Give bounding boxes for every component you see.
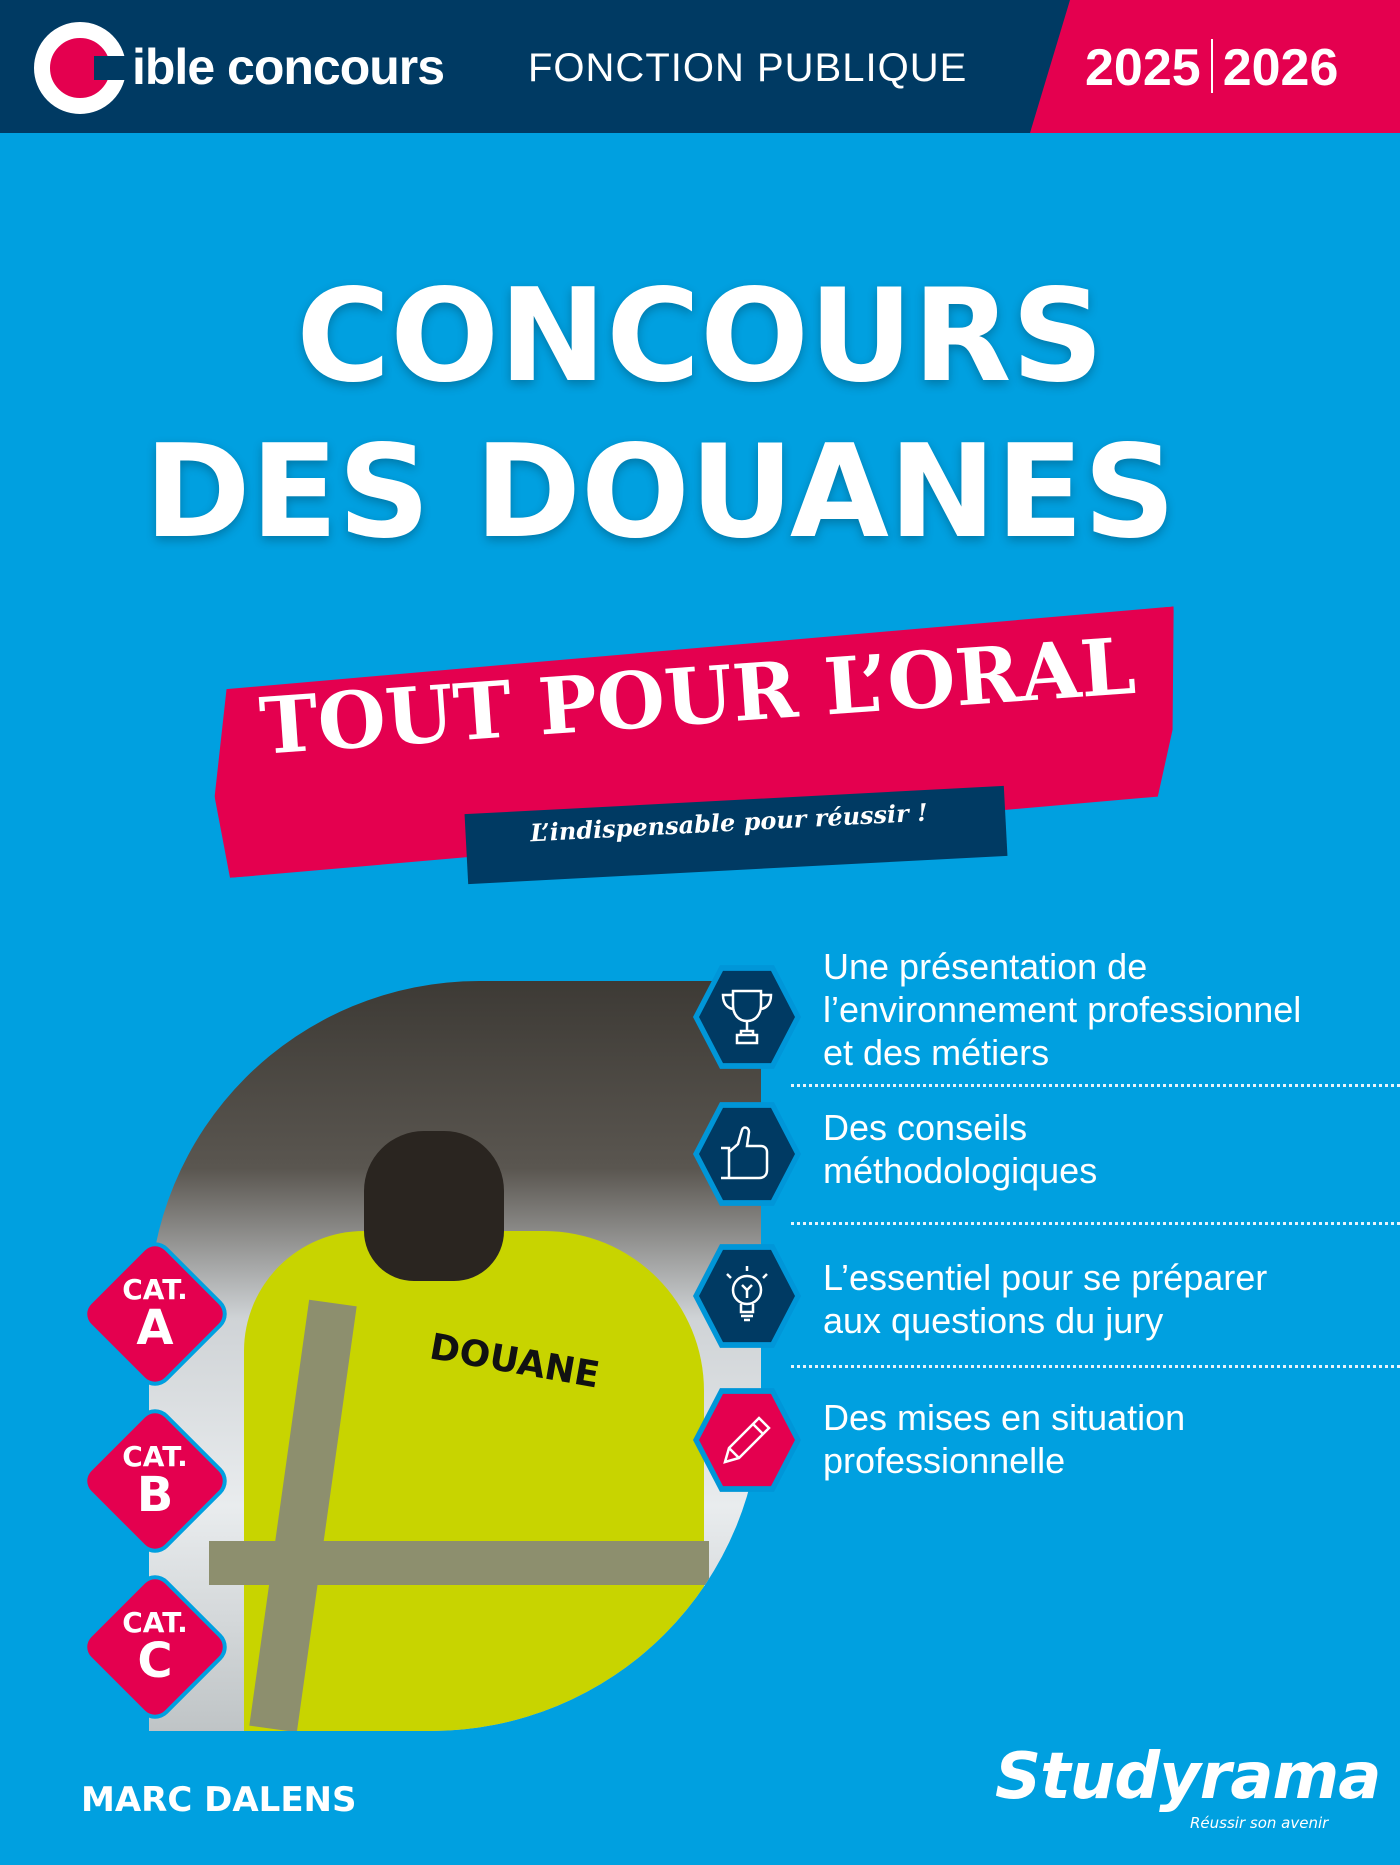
jacket-text: DOUANE [426,1326,603,1397]
brand-name: ible concours [132,39,445,95]
year-separator [1211,39,1213,93]
title-line-2: DES DOUANES [144,418,1176,567]
feature-text: l’environnement professionnel [823,989,1302,1030]
head [364,1131,504,1281]
banner-subline: L’indispensable pour réussir ! [529,797,929,848]
feature-item [823,945,1400,1074]
divider [791,1365,1400,1368]
feature-item [823,1256,1400,1342]
feature-text: Des conseils [823,1107,1028,1148]
author-name: MARC DALENS [81,1780,357,1820]
publisher-tagline: Réussir son avenir [1190,1814,1329,1832]
divider [791,1084,1400,1087]
year-start: 2025 [1085,39,1201,97]
category-letter: A [136,1300,174,1356]
series-name: FONCTION PUBLIQUE [528,46,968,90]
category-letter: C [137,1633,173,1689]
divider [791,1222,1400,1225]
feature-text: et des métiers [823,1032,1050,1073]
category-label: CAT. [122,1606,188,1639]
cible-logo-icon [34,22,126,114]
customs-officer-photo [149,981,761,1731]
feature-text: L’essentiel pour se préparer [823,1257,1268,1298]
feature-text: aux questions du jury [823,1300,1164,1341]
title-line-1: CONCOURS [296,262,1104,411]
banner-headline: TOUT POUR L’ORAL [256,620,1139,773]
publisher-logo: Studyrama [995,1740,1381,1814]
category-label: CAT. [122,1273,188,1306]
feature-item [823,1106,1400,1192]
feature-text: Une présentation de [823,946,1148,987]
year-end: 2026 [1222,39,1339,97]
category-label: CAT. [122,1440,188,1473]
edition-years [1085,38,1338,98]
category-badge-c [81,1573,229,1721]
feature-text: Des mises en situation [823,1397,1186,1438]
category-badge-b [81,1407,229,1555]
feature-text: méthodologiques [823,1150,1098,1191]
reflective-stripe [209,1541,709,1585]
feature-item [823,1396,1400,1482]
feature-text: professionnelle [823,1440,1066,1481]
category-letter: B [136,1467,174,1523]
category-badge-a [81,1240,229,1388]
